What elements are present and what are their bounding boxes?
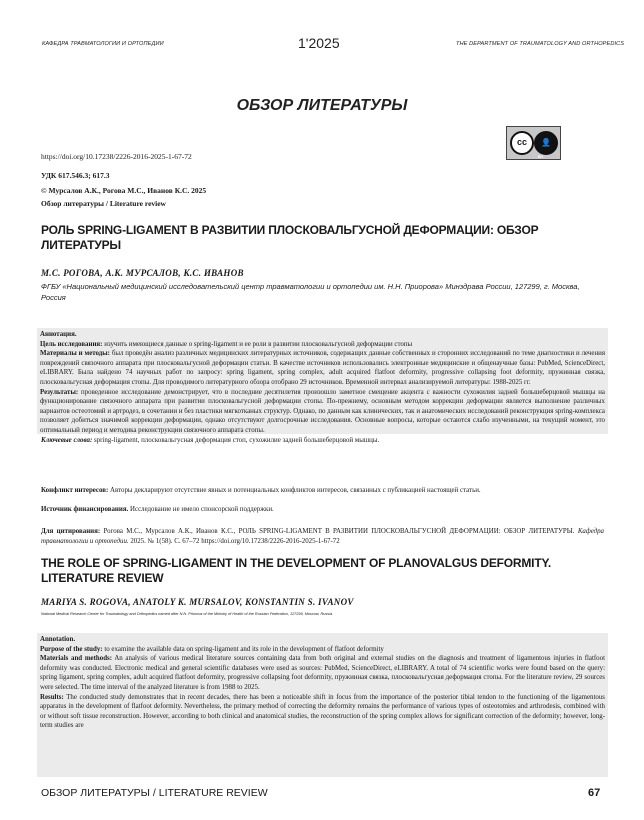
abstract-en-heading: Annotation.	[40, 636, 76, 643]
conflict-of-interest-ru: Конфликт интересов: Авторы декларируют отсутствие явных и потенциальных конфликтов интересов, связанных с публикацией настоящей статьи.	[41, 487, 481, 494]
authors-ru: М.С. РОГОВА, А.К. МУРСАЛОВ, К.С. ИВАНОВ	[41, 268, 244, 278]
abstract-ru-aim: Цель исследования: изучить имеющиеся данные о spring-ligament и ее роли в развитии плосковальгусной деформации стопы	[40, 340, 413, 348]
affiliation-ru: ФГБУ «Национальный медицинский исследовательский центр травматологии и ортопедии им. Н.Н. Приорова» Минздрава России, 127299, г. Москва, Россия	[41, 282, 580, 302]
article-title-ru: РОЛЬ SPRING-LIGAMENT В РАЗВИТИИ ПЛОСКОВАЛЬГУСНОЙ ДЕФОРМАЦИИ: ОБЗОР ЛИТЕРАТУРЫ	[41, 223, 539, 252]
issue-number: 1'2025	[298, 35, 340, 51]
running-header-left: КАФЕДРА ТРАВМАТОЛОГИИ И ОРТОПЕДИИ	[42, 41, 164, 47]
udk-code: УДК 617.546.3; 617.3	[41, 171, 110, 180]
keywords-ru: Ключевые слова: spring-ligament, плосковальгусная деформация стоп, сухожилие задней большеберцовой мышцы.	[41, 437, 380, 444]
abstract-en-aim: Purpose of the study: to examine the available data on spring-ligament and its role in the development of flatfoot deformity	[40, 645, 384, 653]
footer-section-label: ОБЗОР ЛИТЕРАТУРЫ / LITERATURE REVIEW	[41, 787, 268, 799]
running-header-right: THE DEPARTMENT OF TRAUMATOLOGY AND ORTHOPEDICS	[456, 41, 625, 47]
authors-en: MARIYA S. ROGOVA, ANATOLY K. MURSALOV, KONSTANTIN S. IVANOV	[41, 597, 354, 607]
abstract-ru-heading: Аннотация.	[40, 331, 77, 338]
copyright-line: © Мурсалов А.К., Рогова М.С., Иванов К.С. 2025	[41, 186, 207, 195]
cc-by-license-badge[interactable]	[506, 126, 561, 160]
citation-ru: Для цитирования: Рогова М.С., Мурсалов А.К., Иванов К.С., РОЛЬ SPRING-LIGAMENT В РАЗВИТИИ ПЛОСКОВАЛЬГУСНОЙ ДЕФОРМАЦИИ: ОБЗОР ЛИТЕРАТУРЫ. Кафедра травматологии и ортопедии. 2025. № 1(58). С. 67–72 https://doi.org/10.17238/2226-2016-2025-1-67-72	[41, 528, 604, 545]
cc-logo-icon: cc	[510, 131, 534, 155]
abstract-en-results: Results: The conducted study demonstrates that in recent decades, there has been a noticeable shift in focus from the importance of the posterior tibial tendon to the functioning of the ligamentous apparatus in the development of flatfoot deformity. Nevertheless, the primary method of correcting the deformity remains the performance of various types of osteotomies and arthrodesis, combined with or without soft tissue reconstruction. However, according to both clinical and anatomical studies, the reconstruction of the spring complex allows for significant correction of the deformity; however, long-term studies are	[40, 693, 605, 730]
attribution-person-icon: 👤	[534, 131, 558, 155]
abstract-en	[37, 633, 608, 777]
abstract-ru-methods: Материалы и методы: был проведён анализ различных медицинских литературных источников, содержащих данные собственных и сторонних исследований по теме диагностики и лечения повреждений связочного аппарата при плосковальгусной деформации статьи. В качестве источников использовались электронные медицинские и общенаучные базы: PubMed, ScienceDirect, eLIBRARY. Была найдено 74 научных работ по запросу: spring ligament, spring complex, adult acquired flatfoot deformity, progressive collapsing foot deformity, пружинная связка, плосковальгусная деформация стопы. Для проводимого литературного обзора отобрано 29 источников. Временной интервал анализируемой литературы: 1988-2025 гг.	[40, 350, 605, 386]
article-rubric: Обзор литературы / Literature review	[41, 199, 166, 208]
article-title-en: THE ROLE OF SPRING-LIGAMENT IN THE DEVELOPMENT OF PLANOVALGUS DEFORMITY. LITERATURE REVIEW	[41, 556, 552, 585]
affiliation-en: National Medical Research Center for Traumatology and Orthopedics named after N.N. Priorova of the Ministry of Health of the Russian Federation, 127299, Moscow, Russia.	[41, 612, 334, 616]
abstract-ru	[37, 328, 608, 434]
section-title: ОБЗОР ЛИТЕРАТУРЫ	[236, 97, 408, 114]
page-number: 67	[588, 787, 601, 799]
cc-by-label: BY	[538, 154, 544, 159]
funding-ru: Источник финансирования. Исследование не имело спонсорской поддержки.	[41, 506, 274, 513]
doi-link[interactable]: https://doi.org/10.17238/2226-2016-2025-1-67-72	[41, 152, 192, 161]
abstract-ru-results: Результаты: проведенное исследование демонстрирует, что в последние десятилетия произошло заметное смещение акцента с важности сухожилия задней большеберцовой мышцы на функционирование связочного аппарата при развитии плосковальгусной деформации стопы. По-прежнему, основным методом коррекции деформации является выполнение различных вариантов остеотомий и артродез, в сочетании и без пластики мягкотканых структур. Однако, по данным как клинических, так и анатомических исследований реконструкция spring-комплекса позволяет добиться значимой коррекции деформации, однако отсутствуют долгосрочные исследования. Основные вопросы, которые остаются слабо изученными, на текущий момент, это оптимальный период и методика реконструкции связочного аппарата стопы.	[40, 388, 605, 434]
abstract-en-methods: Materials and methods: An analysis of various medical literature sources containing data from both original and external studies on the diagnosis and treatment of ligamentous injuries in flatfoot deformity was conducted. Electronic medical and general scientific databases were used as sources: PubMed, ScienceDirect, eLIBRARY. A total of 74 scientific works were found based on the query: spring ligament, spring complex, adult acquired flatfoot deformity, progressive collapsing foot deformity, пружинная связка, плосковальгусная деформация стопы. For the literature review, 29 sources were selected. The time interval of the analyzed literature is from 1988 to 2025.	[40, 655, 605, 691]
